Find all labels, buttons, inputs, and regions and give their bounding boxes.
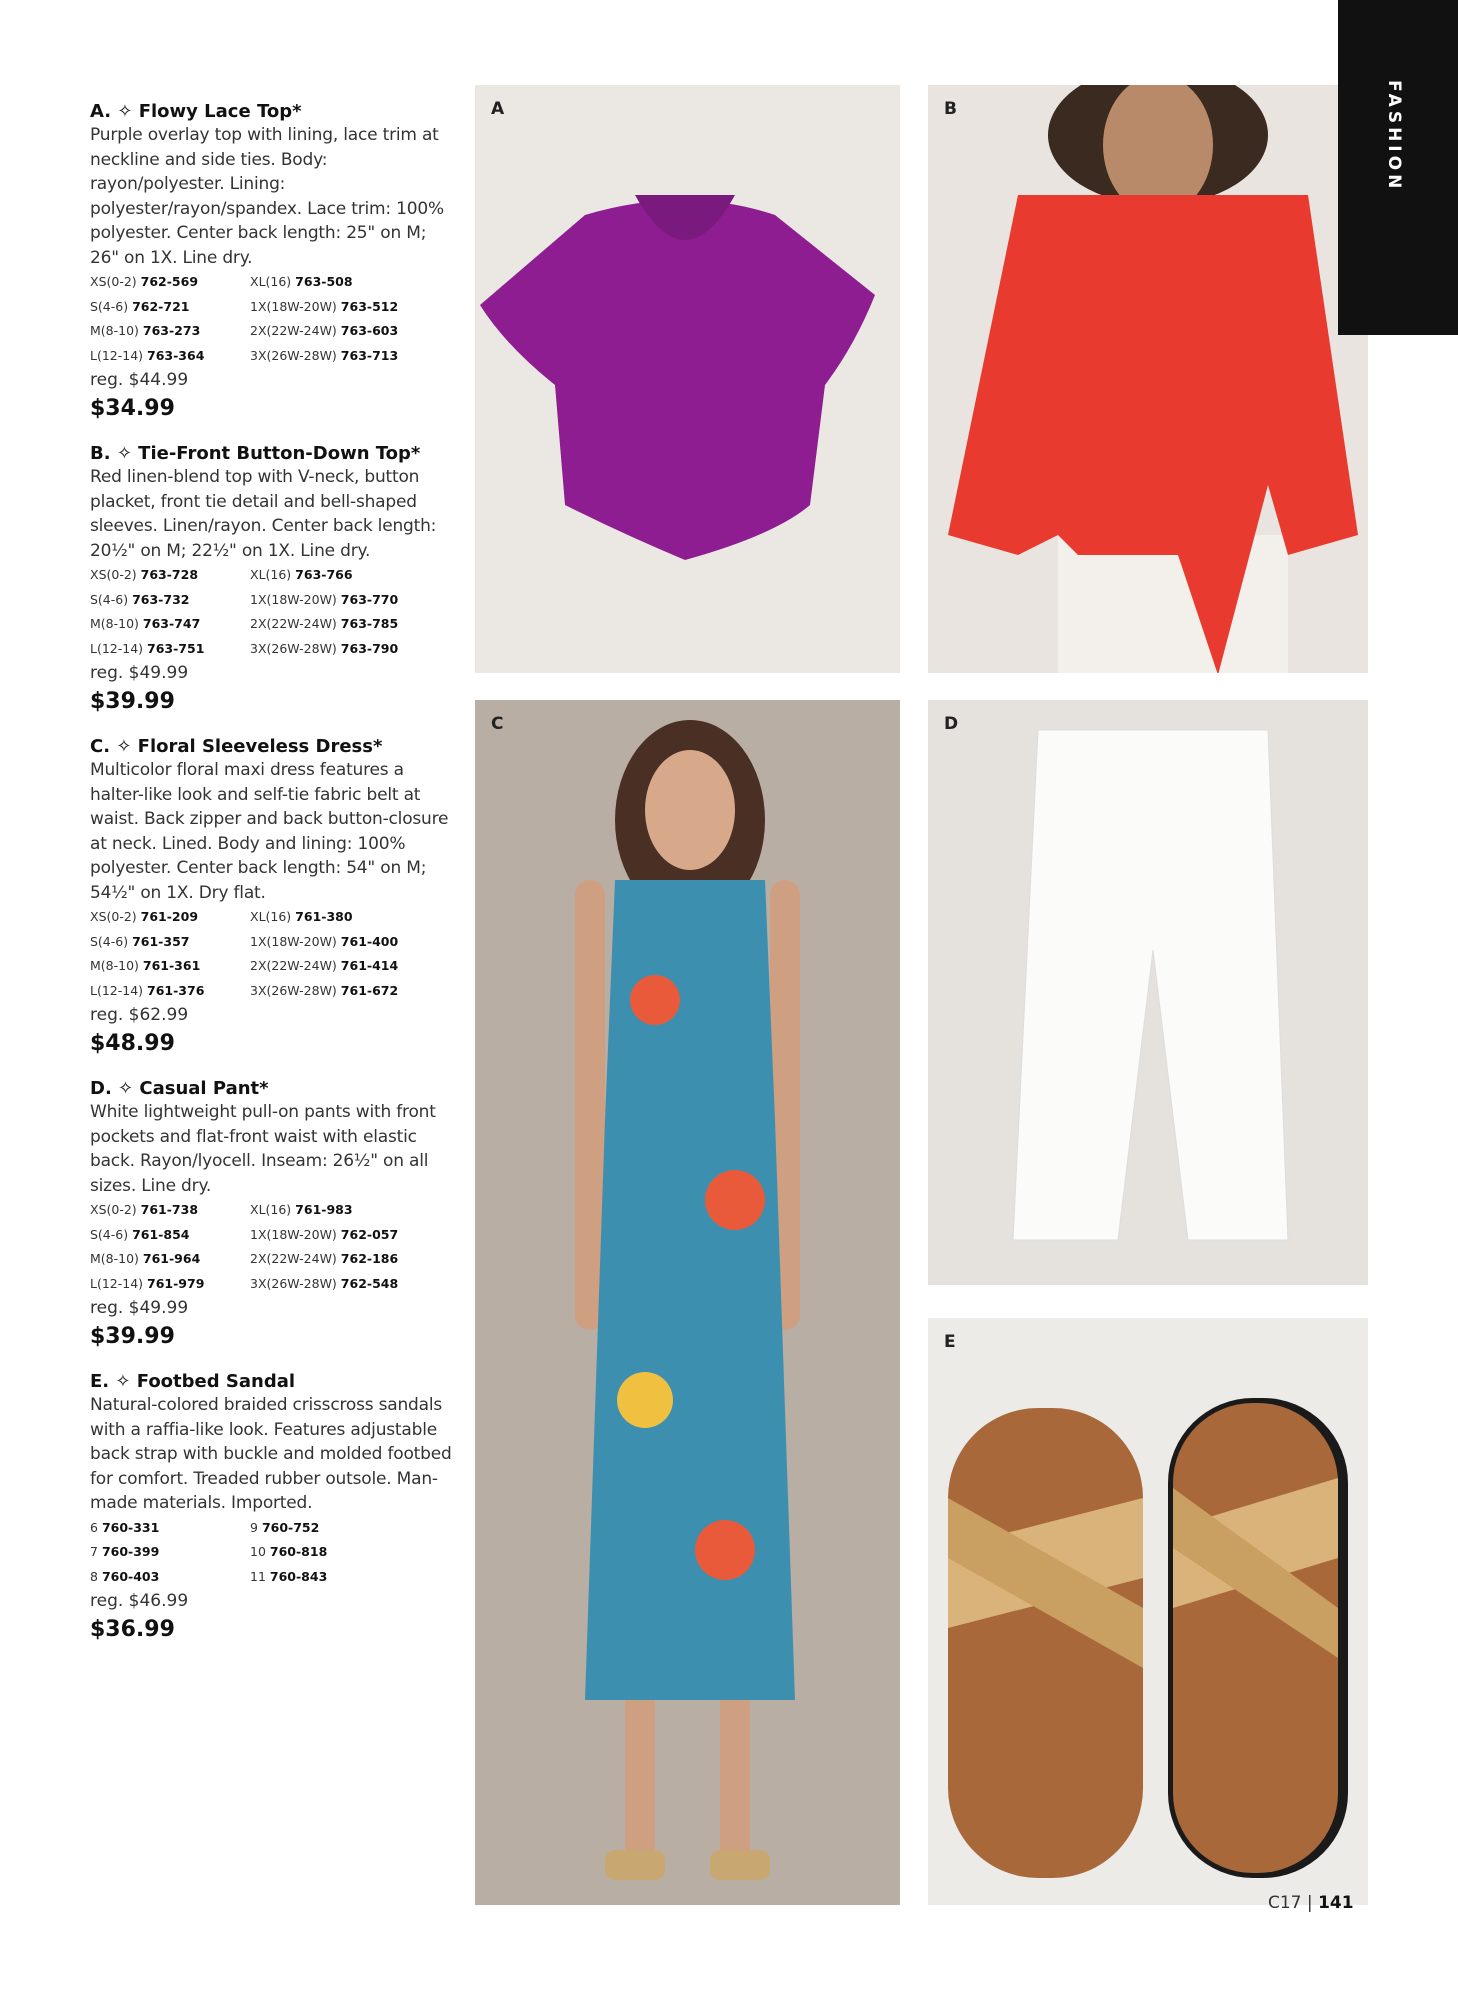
- section-tab-label: FASHION: [1384, 80, 1404, 193]
- product-description: Natural-colored braided crisscross sandals with a raffia-like look. Features adjustable back strap with buckle and molded footbed for comfort. Treaded rubber outsole. Man-made materials. Imported.: [90, 1395, 452, 1513]
- regular-price: reg. $49.99: [90, 1298, 189, 1318]
- product-description: Purple overlay top with lining, lace trim at neckline and side ties. Body: rayon/polyester. Lining: polyester/rayon/spandex. Lace trim: 100% polyester. Center back length: 25" on M; 26" on 1X. Line dry.: [90, 125, 444, 268]
- size-sku: 1X(18W-20W) 763-770: [250, 591, 399, 607]
- size-sku: 2X(22W-24W) 763-785: [250, 616, 399, 631]
- product-title: C. ✧ Floral Sleeveless Dress*: [90, 736, 383, 757]
- size-sku: S(4-6) 763-732: [90, 591, 190, 607]
- size-list: [90, 905, 460, 1003]
- size-sku: L(12-14) 761-979: [90, 1275, 205, 1291]
- sandals-illustration: [928, 1318, 1368, 1905]
- size-sku: XS(0-2) 762-569: [90, 274, 199, 289]
- size-sku: 1X(18W-20W) 763-512: [250, 298, 399, 314]
- product-title: B. ✧ Tie-Front Button-Down Top*: [90, 443, 421, 464]
- regular-price: reg. $49.99: [90, 663, 189, 683]
- product-entry: [90, 735, 460, 1061]
- product-list: [90, 100, 460, 1663]
- size-sku: 2X(22W-24W) 762-186: [250, 1251, 399, 1266]
- image-label: D: [944, 714, 959, 734]
- size-sku: 1X(18W-20W) 762-057: [250, 1226, 399, 1242]
- sale-price: $39.99: [90, 1324, 175, 1349]
- image-label: A: [491, 99, 505, 119]
- regular-price: reg. $44.99: [90, 370, 189, 390]
- size-sku: S(4-6) 761-854: [90, 1226, 190, 1242]
- product-entry: [90, 442, 460, 719]
- product-title: D. ✧ Casual Pant*: [90, 1078, 269, 1099]
- page-index: 141: [1318, 1893, 1354, 1913]
- size-sku: XS(0-2) 763-728: [90, 567, 199, 582]
- product-title: E. ✧ Footbed Sandal: [90, 1371, 296, 1392]
- size-sku: 2X(22W-24W) 763-603: [250, 323, 399, 338]
- size-sku: XS(0-2) 761-738: [90, 1202, 199, 1217]
- page-section: C17: [1268, 1893, 1302, 1913]
- product-description: Red linen-blend top with V-neck, button placket, front tie detail and bell-shaped sleeves. Linen/rayon. Center back length: 20½" on M; 22½" on 1X. Line dry.: [90, 467, 437, 561]
- product-image-a[interactable]: [475, 85, 900, 673]
- size-sku: M(8-10) 761-964: [90, 1251, 201, 1266]
- size-sku: 3X(26W-28W) 763-790: [250, 640, 399, 656]
- size-sku: 9 760-752: [250, 1519, 320, 1535]
- product-image-d[interactable]: [928, 700, 1368, 1285]
- size-sku: L(12-14) 763-364: [90, 347, 205, 363]
- size-sku: S(4-6) 762-721: [90, 298, 190, 314]
- section-tab: [1338, 0, 1458, 335]
- sale-price: $36.99: [90, 1617, 175, 1642]
- product-image-c[interactable]: [475, 700, 900, 1905]
- separator: |: [1306, 1893, 1313, 1913]
- size-sku: M(8-10) 761-361: [90, 958, 201, 973]
- sale-price: $48.99: [90, 1031, 175, 1056]
- product-description: Multicolor floral maxi dress features a halter-like look and self-tie fabric belt at waist. Back zipper and back button-closure at neck. Lined. Body and lining: 100% polyester. Center back length: 54" on M; 54½" on 1X. Dry flat.: [90, 760, 449, 903]
- white-pants-illustration: [928, 700, 1368, 1285]
- sale-price: $34.99: [90, 396, 175, 421]
- page-number: [1268, 1893, 1354, 1913]
- size-sku: XL(16) 761-983: [250, 1202, 353, 1217]
- size-list: [90, 270, 460, 368]
- sale-price: $39.99: [90, 689, 175, 714]
- size-sku: 10 760-818: [250, 1544, 328, 1559]
- product-title: A. ✧ Flowy Lace Top*: [90, 101, 302, 122]
- size-sku: 6 760-331: [90, 1519, 160, 1535]
- size-sku: S(4-6) 761-357: [90, 933, 190, 949]
- product-image-e[interactable]: [928, 1318, 1368, 1905]
- size-sku: 1X(18W-20W) 761-400: [250, 933, 399, 949]
- size-sku: 3X(26W-28W) 762-548: [250, 1275, 399, 1291]
- size-sku: L(12-14) 761-376: [90, 982, 205, 998]
- size-list: [90, 563, 460, 661]
- floral-dress-illustration: [475, 700, 900, 1905]
- image-label: E: [944, 1332, 956, 1352]
- product-image-b[interactable]: [928, 85, 1368, 673]
- size-sku: 2X(22W-24W) 761-414: [250, 958, 399, 973]
- regular-price: reg. $46.99: [90, 1591, 189, 1611]
- size-sku: M(8-10) 763-747: [90, 616, 201, 631]
- size-sku: XS(0-2) 761-209: [90, 909, 199, 924]
- size-sku: M(8-10) 763-273: [90, 323, 201, 338]
- product-entry: [90, 100, 460, 426]
- size-sku: 8 760-403: [90, 1568, 160, 1584]
- size-sku: 3X(26W-28W) 761-672: [250, 982, 399, 998]
- regular-price: reg. $62.99: [90, 1005, 189, 1025]
- image-label: B: [944, 99, 957, 119]
- size-list: [90, 1198, 460, 1296]
- size-sku: XL(16) 761-380: [250, 909, 353, 924]
- size-sku: 7 760-399: [90, 1544, 160, 1559]
- red-top-illustration: [928, 85, 1368, 673]
- product-entry: [90, 1077, 460, 1354]
- size-sku: 11 760-843: [250, 1568, 328, 1584]
- size-sku: L(12-14) 763-751: [90, 640, 205, 656]
- image-label: C: [491, 714, 504, 734]
- product-description: White lightweight pull-on pants with front pockets and flat-front waist with elastic back. Rayon/lyocell. Inseam: 26½" on all sizes. Line dry.: [90, 1102, 436, 1196]
- size-sku: XL(16) 763-508: [250, 274, 353, 289]
- product-entry: [90, 1370, 460, 1647]
- size-sku: XL(16) 763-766: [250, 567, 353, 582]
- size-sku: 3X(26W-28W) 763-713: [250, 347, 399, 363]
- size-list: [90, 1516, 460, 1590]
- purple-top-illustration: [475, 85, 900, 673]
